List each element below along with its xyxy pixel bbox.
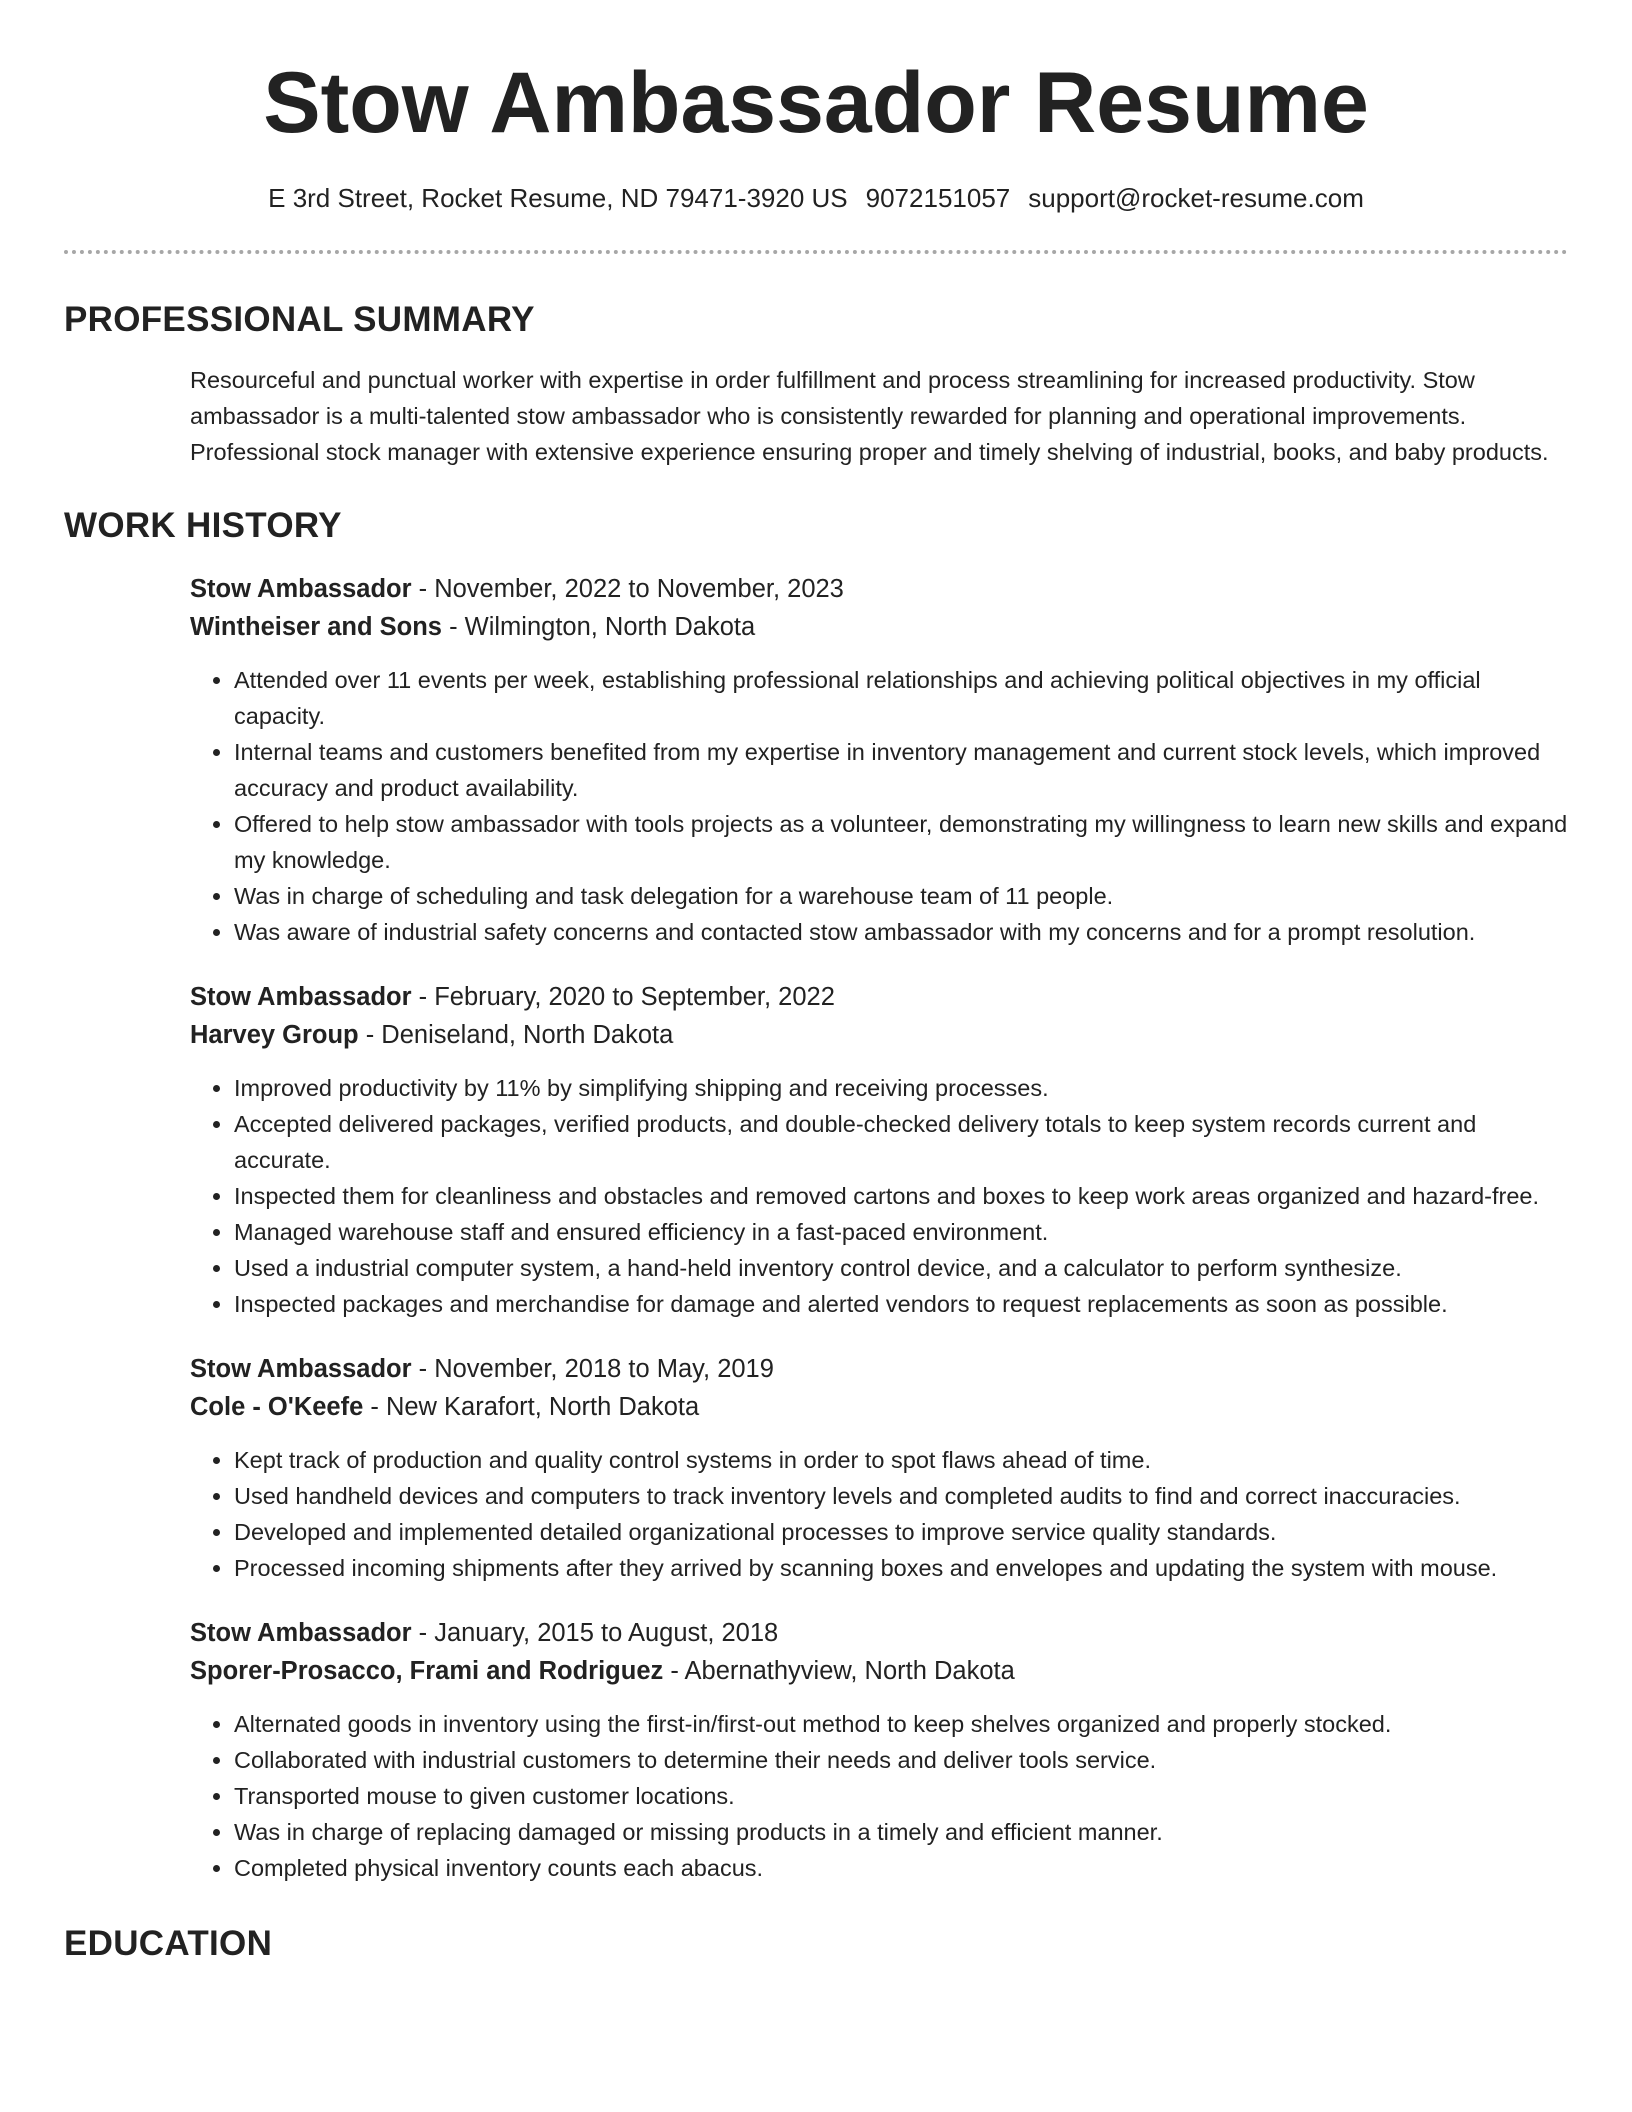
job-bullets: [190, 1706, 1568, 1886]
job-bullet: • Was aware of industrial safety concerns and contacted stow ambassador with my concerns and for a prompt resolution.: [234, 914, 1568, 950]
job-title: Stow Ambassador: [190, 575, 412, 603]
job-title-line: [190, 1614, 1568, 1652]
contact-line: [0, 180, 1632, 216]
job-entry: [190, 1614, 1568, 1886]
job-company: Sporer-Prosacco, Frami and Rodriguez: [190, 1657, 664, 1685]
job-bullet: • Inspected them for cleanliness and obstacles and removed cartons and boxes to keep work areas organized and hazard-free.: [234, 1178, 1568, 1214]
job-bullet: • Offered to help stow ambassador with tools projects as a volunteer, demonstrating my willingness to learn new skills and expand my knowledge.: [234, 806, 1568, 878]
job-bullet: • Internal teams and customers benefited from my expertise in inventory management and current stock levels, which improved accuracy and product availability.: [234, 734, 1568, 806]
contact-phone: 9072151057: [865, 183, 1011, 213]
job-bullet: • Attended over 11 events per week, establishing professional relationships and achieving political objectives in my official capacity.: [234, 662, 1568, 734]
job-title: Stow Ambassador: [190, 1619, 412, 1647]
contact-address: E 3rd Street, Rocket Resume, ND 79471-3920 US: [268, 183, 848, 213]
job-location: - Wilmington, North Dakota: [441, 613, 756, 641]
job-bullets: [190, 662, 1568, 950]
job-dates: - February, 2020 to September, 2022: [411, 983, 835, 1011]
job-bullet: • Used a industrial computer system, a hand-held inventory control device, and a calculator to perform synthesize.: [234, 1250, 1568, 1286]
job-title-line: [190, 570, 1568, 608]
job-company: Cole - O'Keefe: [190, 1393, 364, 1421]
job-company-line: [190, 1652, 1568, 1690]
header-divider: [64, 250, 1568, 254]
resume-title: Stow Ambassador Resume: [263, 55, 1369, 151]
job-bullet: • Transported mouse to given customer locations.: [234, 1778, 1568, 1814]
job-bullet: • Processed incoming shipments after they arrived by scanning boxes and envelopes and updating the system with mouse.: [234, 1550, 1568, 1586]
job-title: Stow Ambassador: [190, 1355, 412, 1383]
job-bullet: • Kept track of production and quality control systems in order to spot flaws ahead of time.: [234, 1442, 1568, 1478]
job-title: Stow Ambassador: [190, 983, 412, 1011]
job-bullet: • Collaborated with industrial customers to determine their needs and deliver tools service.: [234, 1742, 1568, 1778]
education-heading: EDUCATION: [64, 1924, 273, 1963]
job-location: - Abernathyview, North Dakota: [663, 1657, 1015, 1685]
job-company-line: [190, 1388, 1568, 1426]
job-bullets: [190, 1070, 1568, 1322]
summary-heading: PROFESSIONAL SUMMARY: [64, 300, 535, 339]
job-bullet: • Completed physical inventory counts each abacus.: [234, 1850, 1568, 1886]
job-title-line: [190, 1350, 1568, 1388]
job-bullet: • Managed warehouse staff and ensured efficiency in a fast-paced environment.: [234, 1214, 1568, 1250]
job-entry: [190, 1350, 1568, 1586]
work-history-heading: WORK HISTORY: [64, 506, 342, 545]
job-bullet: • Accepted delivered packages, verified products, and double-checked delivery totals to keep system records current and accurate.: [234, 1106, 1568, 1178]
job-location: - New Karafort, North Dakota: [363, 1393, 700, 1421]
job-location: - Deniseland, North Dakota: [358, 1021, 674, 1049]
job-company-line: [190, 608, 1568, 646]
job-dates: - November, 2022 to November, 2023: [411, 575, 844, 603]
job-company: Harvey Group: [190, 1021, 359, 1049]
job-bullet: • Was in charge of replacing damaged or missing products in a timely and efficient manner.: [234, 1814, 1568, 1850]
job-bullet: • Developed and implemented detailed organizational processes to improve service quality standards.: [234, 1514, 1568, 1550]
job-entry: [190, 978, 1568, 1322]
job-title-line: [190, 978, 1568, 1016]
job-bullet: • Used handheld devices and computers to track inventory levels and completed audits to find and correct inaccuracies.: [234, 1478, 1568, 1514]
job-company: Wintheiser and Sons: [190, 613, 442, 641]
job-bullets: [190, 1442, 1568, 1586]
resume-body: [0, 290, 1632, 1974]
job-bullet: • Alternated goods in inventory using the first-in/first-out method to keep shelves organized and properly stocked.: [234, 1706, 1568, 1742]
contact-email: support@rocket-resume.com: [1028, 183, 1364, 213]
job-dates: - November, 2018 to May, 2019: [411, 1355, 774, 1383]
job-dates: - January, 2015 to August, 2018: [411, 1619, 779, 1647]
job-bullet: • Inspected packages and merchandise for damage and alerted vendors to request replacements as soon as possible.: [234, 1286, 1568, 1322]
job-bullet: • Improved productivity by 11% by simplifying shipping and receiving processes.: [234, 1070, 1568, 1106]
summary-text: Resourceful and punctual worker with expertise in order fulfillment and process streamlining for increased productivity. Stow ambassador is a multi-talented stow ambassador who is consistently rewarded for planning and operational improvements. Professional stock manager with extensive experience ensuring proper and timely shelving of industrial, books, and baby products.: [190, 367, 1549, 465]
job-bullet: • Was in charge of scheduling and task delegation for a warehouse team of 11 people.: [234, 878, 1568, 914]
job-company-line: [190, 1016, 1568, 1054]
job-entry: [190, 570, 1568, 950]
